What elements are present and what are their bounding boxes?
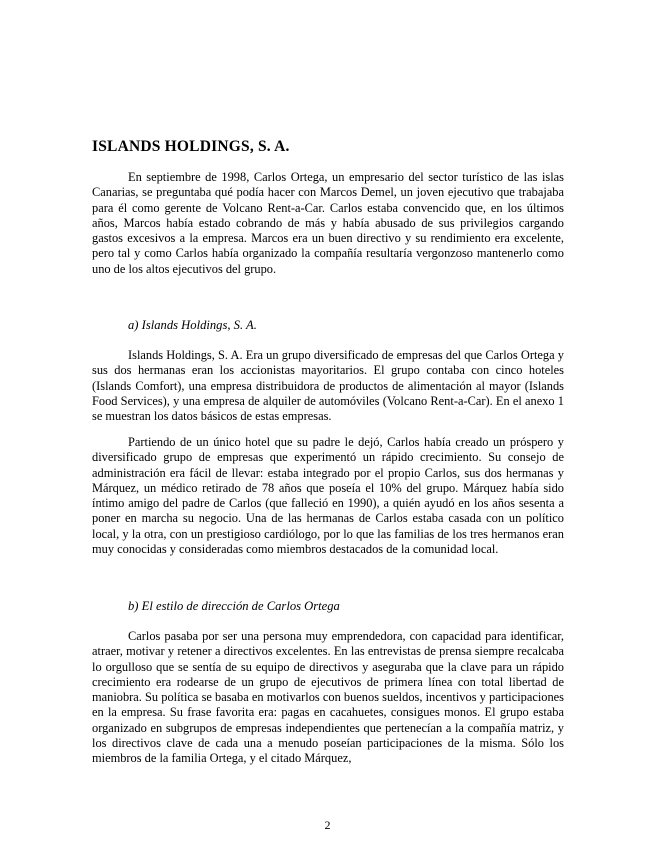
section-a-heading: a) Islands Holdings, S. A. [128,318,257,332]
section-a-paragraph-2: Partiendo de un único hotel que su padre le dejó, Carlos había creado un próspero y diversificado grupo de empresas que experimentó un rápido crecimiento. Su consejo de administración era fácil de llevar: estaba integrado por el propio Carlos, sus dos hermanas y Márquez, un médico retirado de 78 años que poseía el 10% del grupo. Márquez había sido íntimo amigo del padre de Carlos (que falleció en 1990), a quién ayudó en los años sesenta a poner en marcha su negocio. Una de las hermanas de Carlos estaba casada con un político local, y la otra, con un prestigioso cardiólogo, por lo que las familias de los tres hermanos eran muy conocidas y consideradas como miembros destacados de la comunidad local. [92,435,564,557]
section-b-heading: b) El estilo de dirección de Carlos Ortega [128,599,340,613]
section-a-paragraph-1: Islands Holdings, S. A. Era un grupo diversificado de empresas del que Carlos Ortega y sus dos hermanas eran los accionistas mayoritarios. El grupo contaba con cinco hoteles (Islands Comfort), una empresa distribuidora de productos de alimentación al mayor (Islands Food Services), y una empresa de alquiler de automóviles (Volcano Rent-a-Car). En el anexo 1 se muestran los datos básicos de estas empresas. [92,348,564,424]
section-b-paragraph-1: Carlos pasaba por ser una persona muy emprendedora, con capacidad para identificar, atraer, motivar y retener a directivos excelentes. En las entrevistas de prensa siempre recalcaba lo orgulloso que se sentía de su equipo de directivos y aseguraba que la clave para un rápido crecimiento era rodearse de un grupo de ejecutivos de primera línea con total libertad de maniobra. Su política se basaba en motivarlos con buenos sueldos, incentivos y participaciones en la empresa. Su frase favorita era: pagas en cacahuetes, consigues monos. El grupo estaba organizado en subgrupos de empresas independientes que pertenecían a la compañía matriz, y los directivos clave de cada una a menudo poseían participaciones de la misma. Sólo los miembros de la familia Ortega, y el citado Márquez, [92,629,564,766]
page-number: 2 [324,818,331,832]
intro-paragraph: En septiembre de 1998, Carlos Ortega, un empresario del sector turístico de las islas Canarias, se preguntaba qué podía hacer con Marcos Demel, un joven ejecutivo que trabajaba para él como gerente de Volcano Rent-a-Car. Carlos estaba convencido que, en los últimos años, Marcos había estado cobrando de más y había abusado de sus privilegios cargando gastos excesivos a la empresa. Marcos era un buen directivo y su rendimiento era excelente, pero tal y como Carlos había organizado la compañía resultaría vergonzoso mantenerlo como uno de los altos ejecutivos del grupo. [92,170,564,276]
document-title: ISLANDS HOLDINGS, S. A. [92,138,290,155]
